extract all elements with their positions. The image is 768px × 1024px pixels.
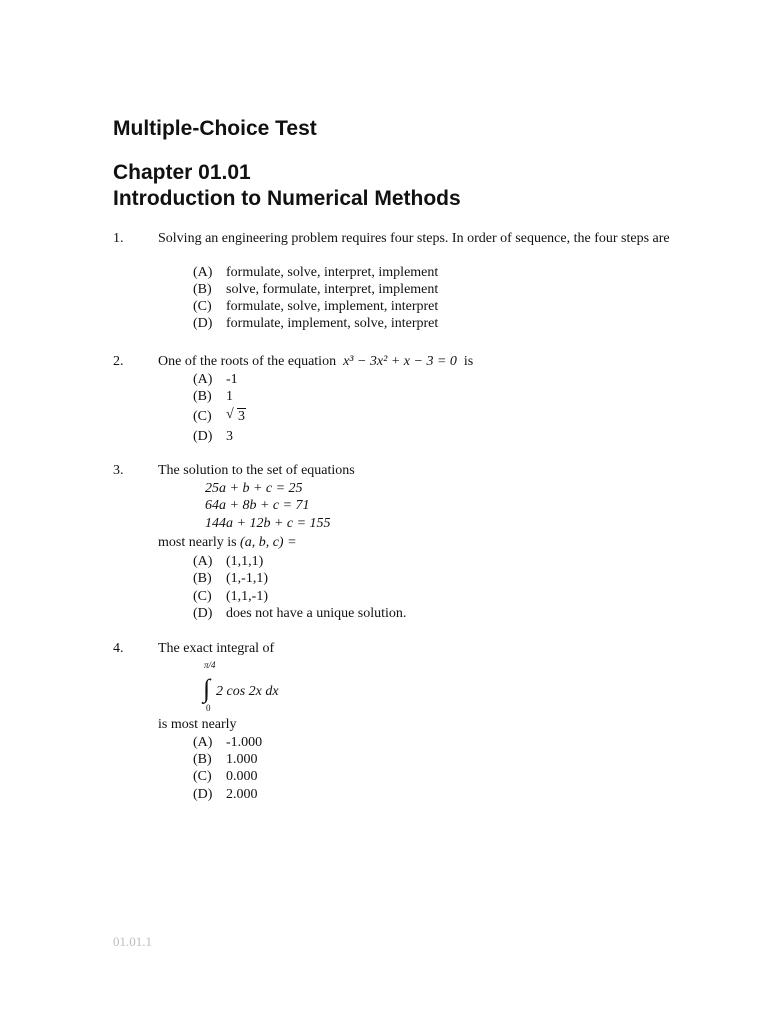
option-letter: (B): [193, 571, 212, 586]
option-text: [226, 408, 246, 425]
option-text: (1,-1,1): [226, 571, 268, 586]
question-number: 3.: [113, 463, 124, 478]
question-number: 4.: [113, 641, 124, 656]
option-letter: (B): [193, 389, 212, 404]
option-text: formulate, solve, implement, interpret: [226, 299, 439, 314]
option-text: solve, formulate, interpret, implement: [226, 282, 439, 297]
option-text: (1,1,-1): [226, 589, 268, 604]
question-text: [158, 353, 473, 370]
option-text: 3: [226, 429, 233, 444]
option-text: 1: [226, 389, 233, 404]
option-text: formulate, implement, solve, interpret: [226, 316, 439, 331]
option-row: [0, 264, 768, 281]
chapter-subtitle: Introduction to Numerical Methods: [113, 187, 461, 210]
prompt-math: (a, b, c) =: [240, 535, 297, 550]
option-text: 0.000: [226, 769, 258, 784]
question-number: 2.: [113, 354, 124, 369]
option-row: [0, 408, 768, 428]
chapter-heading: Chapter 01.01: [113, 161, 251, 184]
page-footer: 01.01.1: [113, 934, 152, 949]
option-row: [0, 428, 768, 445]
equation-line: 144a + 12b + c = 155: [205, 516, 331, 531]
option-row: [0, 751, 768, 768]
integral-lower-limit: 0: [206, 703, 211, 713]
option-letter: (D): [193, 787, 213, 802]
question-text-before: One of the roots of the equation: [158, 354, 337, 369]
option-row: [0, 734, 768, 751]
radical-sign-icon: √: [226, 407, 234, 422]
option-row: [0, 570, 768, 587]
equation-line: 25a + b + c = 25: [205, 481, 303, 496]
option-letter: (B): [193, 282, 212, 297]
option-letter: (A): [193, 735, 213, 750]
option-row: [0, 768, 768, 785]
question-prompt: [158, 534, 297, 551]
question-text: Solving an engineering problem requires four steps. In order of sequence, the four steps are: [158, 231, 670, 246]
option-text: does not have a unique solution.: [226, 606, 407, 621]
option-letter: (D): [193, 316, 213, 331]
option-letter: (B): [193, 752, 212, 767]
option-row: [0, 371, 768, 388]
option-letter: (A): [193, 265, 213, 280]
option-row: [0, 388, 768, 405]
integrand: 2 cos 2x dx: [216, 684, 279, 699]
option-letter: (D): [193, 606, 213, 621]
question-text: The exact integral of: [158, 641, 275, 656]
question-prompt: is most nearly: [158, 717, 237, 732]
question-text-after: is: [463, 354, 474, 369]
cubic-equation: x³ − 3x² + x − 3 = 0: [343, 354, 457, 369]
option-letter: (A): [193, 372, 213, 387]
integral-upper-limit: π/4: [204, 660, 216, 670]
option-row: [0, 298, 768, 315]
option-text: 2.000: [226, 787, 258, 802]
option-row: [0, 605, 768, 622]
option-text: formulate, solve, interpret, implement: [226, 265, 439, 280]
page-title: Multiple-Choice Test: [113, 117, 317, 140]
question-text: The solution to the set of equations: [158, 463, 355, 478]
option-letter: (A): [193, 554, 213, 569]
option-letter: (C): [193, 299, 212, 314]
square-root: [226, 408, 246, 425]
question-number: 1.: [113, 231, 124, 246]
option-text: -1: [226, 372, 238, 387]
option-text: -1.000: [226, 735, 263, 750]
option-row: [0, 786, 768, 803]
prompt-text: most nearly is: [158, 535, 237, 550]
option-row: [0, 553, 768, 570]
option-letter: (C): [193, 769, 212, 784]
option-row: [0, 588, 768, 605]
option-letter: (C): [193, 589, 212, 604]
option-row: [0, 315, 768, 332]
option-letter: (D): [193, 429, 213, 444]
option-text: 1.000: [226, 752, 258, 767]
equation-line: 64a + 8b + c = 71: [205, 498, 310, 513]
option-row: [0, 281, 768, 298]
radicand: 3: [238, 409, 245, 424]
option-text: (1,1,1): [226, 554, 264, 569]
option-letter: (C): [193, 409, 212, 424]
integral-sign-icon: ∫: [203, 674, 211, 703]
